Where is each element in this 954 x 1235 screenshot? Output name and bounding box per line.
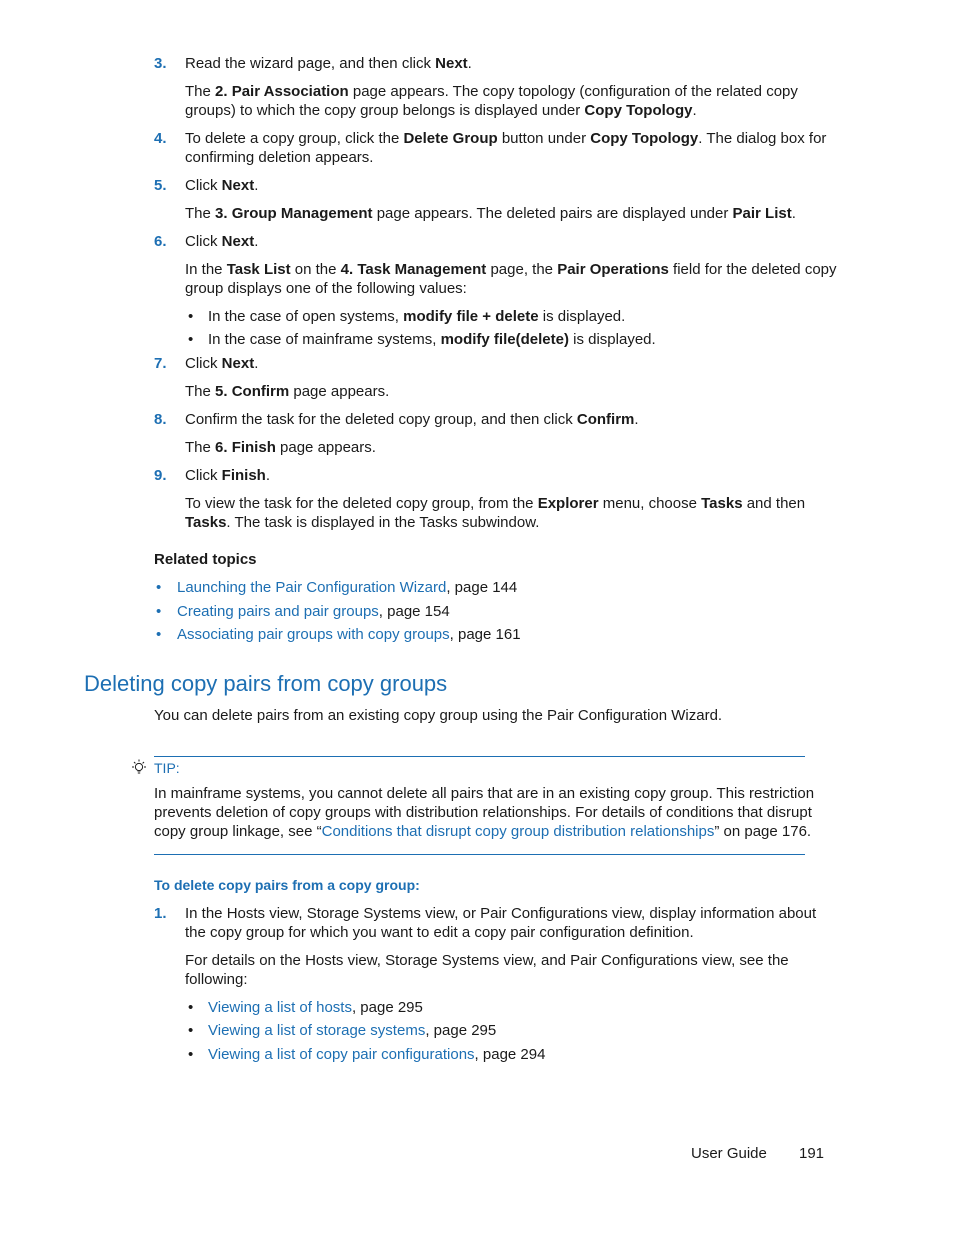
tip-text-line1: In mainframe systems, you cannot delete all pairs that are in an existing copy group. This restriction (154, 785, 815, 802)
section-title: Deleting copy pairs from copy groups (84, 671, 448, 696)
viewing-copy-pair-configurations-link[interactable]: Viewing a list of copy pair configurations (208, 1046, 475, 1063)
bullet: • (188, 999, 194, 1016)
step-number: 5. (154, 177, 167, 194)
step-5-text: Click Next. (185, 177, 259, 194)
bullet: • (156, 626, 162, 643)
step-number: 7. (154, 355, 167, 372)
step-number: 1. (154, 905, 167, 922)
bullet: • (188, 1022, 194, 1039)
open-systems-value: In the case of open systems, modify file + delete is displayed. (208, 308, 626, 325)
related-topic-link[interactable]: Launching the Pair Configuration Wizard (177, 579, 447, 596)
lightbulb-icon (129, 758, 149, 778)
viewing-storage-systems-link[interactable]: Viewing a list of storage systems (208, 1022, 426, 1039)
tip-label: TIP: (154, 760, 180, 776)
procedure-step-1-details-line1: For details on the Hosts view, Storage Systems view, and Pair Configurations view, see the (185, 952, 789, 969)
step-3-result-line1: The 2. Pair Association page appears. The copy topology (configuration of the related copy (185, 83, 798, 100)
step-4-text-line2: confirming deletion appears. (185, 149, 374, 166)
step-6-text: Click Next. (185, 233, 259, 250)
step-8-result: The 6. Finish page appears. (185, 439, 376, 456)
procedure-step-1-details-line2: following: (185, 971, 248, 988)
related-topic-item: Launching the Pair Configuration Wizard, page 144 (177, 579, 518, 596)
related-topic-item: Associating pair groups with copy groups, page 161 (177, 626, 521, 643)
procedure-step-1-line1: In the Hosts view, Storage Systems view, or Pair Configurations view, display information about (185, 905, 817, 922)
tip-text-line3: copy group linkage, see “Conditions that disrupt copy group distribution relationships” on page 176. (154, 823, 812, 840)
bullet: • (188, 1046, 194, 1063)
step-5-result: The 3. Group Management page appears. The deleted pairs are displayed under Pair List. (185, 205, 796, 222)
step-9-result-line2: Tasks. The task is displayed in the Tasks subwindow. (185, 514, 540, 531)
section-intro: You can delete pairs from an existing copy group using the Pair Configuration Wizard. (154, 707, 723, 724)
step-9-result-line1: To view the task for the deleted copy group, from the Explorer menu, choose Tasks and then (185, 495, 806, 512)
related-topics-heading: Related topics (154, 551, 257, 568)
bullet: • (188, 308, 194, 325)
viewing-hosts-link[interactable]: Viewing a list of hosts (208, 999, 352, 1016)
step-7-text: Click Next. (185, 355, 259, 372)
step-8-text: Confirm the task for the deleted copy group, and then click Confirm. (185, 411, 639, 428)
step-3-result-line2: groups) to which the copy group belongs is displayed under Copy Topology. (185, 102, 697, 119)
step-9-text: Click Finish. (185, 467, 271, 484)
conditions-link[interactable]: Conditions that disrupt copy group distribution relationships (321, 823, 715, 840)
related-topic-link[interactable]: Associating pair groups with copy groups (177, 626, 450, 643)
step-6-result-line1: In the Task List on the 4. Task Management page, the Pair Operations field for the deleted copy (185, 261, 837, 278)
tip-bottom-rule (154, 854, 805, 855)
view-link-item: Viewing a list of storage systems, page 295 (208, 1022, 497, 1039)
view-link-item: Viewing a list of copy pair configurations, page 294 (208, 1046, 546, 1063)
mainframe-systems-value: In the case of mainframe systems, modify file(delete) is displayed. (208, 331, 656, 348)
page-number: 191 (799, 1145, 825, 1162)
step-number: 3. (154, 55, 167, 72)
bullet: • (156, 579, 162, 596)
procedure-step-1-line2: the copy group for which you want to edit a copy pair configuration definition. (185, 924, 694, 941)
bullet: • (188, 331, 194, 348)
step-number: 9. (154, 467, 167, 484)
step-number: 4. (154, 130, 167, 147)
step-number: 6. (154, 233, 167, 250)
procedure-heading: To delete copy pairs from a copy group: (154, 877, 420, 893)
related-topic-item: Creating pairs and pair groups, page 154 (177, 603, 450, 620)
view-link-item: Viewing a list of hosts, page 295 (208, 999, 423, 1016)
step-4-text-line1: To delete a copy group, click the Delete Group button under Copy Topology. The dialog box for (185, 130, 827, 147)
step-3-text: Read the wizard page, and then click Next. (185, 55, 472, 72)
tip-top-rule (154, 756, 805, 757)
bullet: • (156, 603, 162, 620)
step-7-result: The 5. Confirm page appears. (185, 383, 390, 400)
step-number: 8. (154, 411, 167, 428)
related-topic-link[interactable]: Creating pairs and pair groups (177, 603, 379, 620)
tip-text-line2: prevents deletion of copy groups with distribution relationships. For details of conditions that disrupt (154, 804, 812, 821)
step-6-result-line2: group displays one of the following values: (185, 280, 467, 297)
footer-label: User Guide (691, 1145, 767, 1162)
